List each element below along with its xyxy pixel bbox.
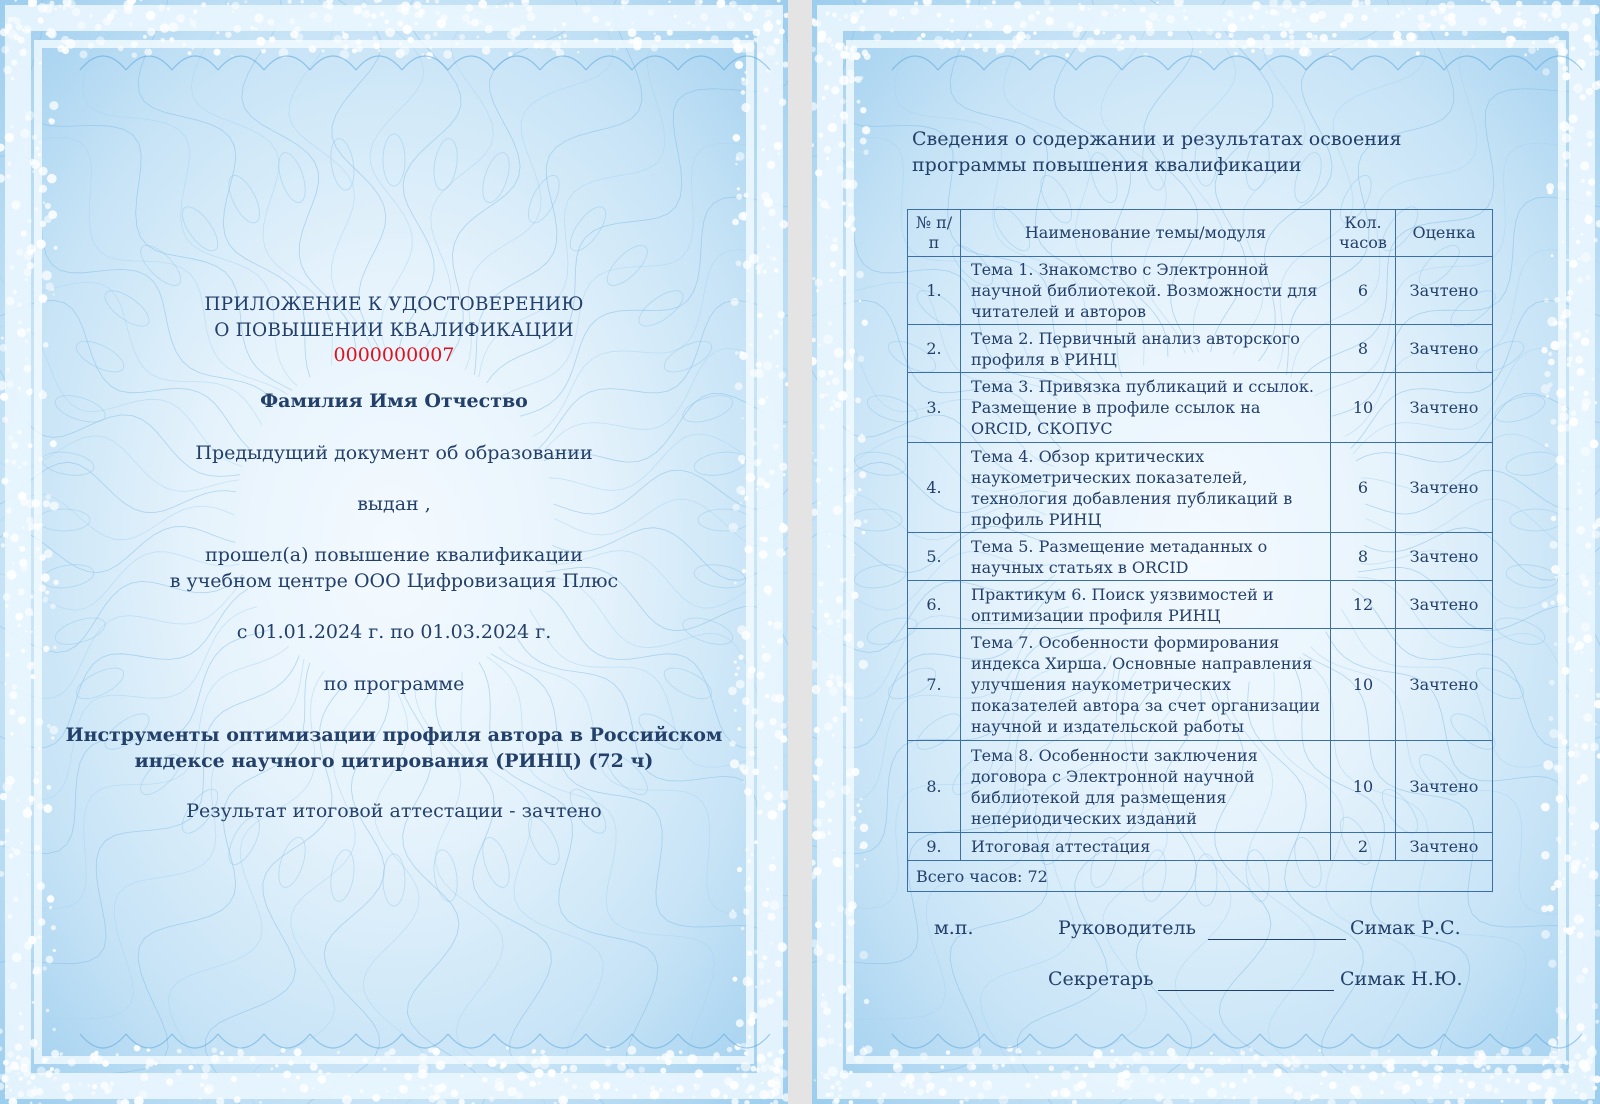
training-period: с 01.01.2024 г. по 01.03.2024 г. bbox=[236, 621, 552, 643]
page-gutter bbox=[788, 0, 812, 1104]
row-hours: 6 bbox=[1331, 257, 1396, 325]
row-topic: Итоговая аттестация bbox=[961, 833, 1331, 861]
row-hours: 2 bbox=[1331, 833, 1396, 861]
certificate-page-left bbox=[0, 0, 788, 1104]
serial-number: 0000000007 bbox=[333, 344, 455, 366]
program-line-2: индексе научного цитирования (РИНЦ) (72 ч) bbox=[134, 750, 654, 772]
program-title bbox=[60, 722, 728, 774]
training-statement bbox=[60, 542, 728, 594]
row-grade: Зачтено bbox=[1396, 533, 1493, 581]
director-name: Симак Р.С. bbox=[1350, 917, 1461, 939]
secretary-name: Симак Н.Ю. bbox=[1340, 968, 1463, 990]
header-topic: Наименование темы/модуля bbox=[961, 210, 1331, 257]
title-line-1: ПРИЛОЖЕНИЕ К УДОСТОВЕРЕНИЮ bbox=[204, 294, 584, 315]
row-topic: Тема 2. Первичный анализ авторского профиля в РИНЦ bbox=[961, 325, 1331, 373]
row-grade: Зачтено bbox=[1396, 741, 1493, 833]
director-label: Руководитель bbox=[1058, 917, 1196, 939]
row-number: 7. bbox=[908, 629, 961, 741]
row-topic: Тема 1. Знакомство с Электронной научной библиотекой. Возможности для читателей и авторов bbox=[961, 257, 1331, 325]
row-grade: Зачтено bbox=[1396, 325, 1493, 373]
row-number: 2. bbox=[908, 325, 961, 373]
row-hours: 8 bbox=[1331, 533, 1396, 581]
previous-document: Предыдущий документ об образовании bbox=[195, 442, 593, 464]
row-topic: Тема 8. Особенности заключения договора с Электронной научной библиотекой для размещения непериодических изданий bbox=[961, 741, 1331, 833]
row-hours: 10 bbox=[1331, 629, 1396, 741]
row-grade: Зачтено bbox=[1396, 257, 1493, 325]
table-header-row bbox=[908, 210, 1493, 257]
table-row bbox=[908, 443, 1493, 533]
director-signature-line bbox=[1208, 939, 1346, 940]
title-line-2: О ПОВЫШЕНИИ КВАЛИФИКАЦИИ bbox=[214, 320, 574, 341]
row-number: 9. bbox=[908, 833, 961, 861]
row-topic: Тема 4. Обзор критических наукометрических показателей, технология добавления публикаций в профиль РИНЦ bbox=[961, 443, 1331, 533]
table-row bbox=[908, 629, 1493, 741]
curriculum-table bbox=[907, 209, 1493, 892]
table-row bbox=[908, 257, 1493, 325]
table-row bbox=[908, 373, 1493, 443]
row-hours: 8 bbox=[1331, 325, 1396, 373]
row-number: 3. bbox=[908, 373, 961, 443]
row-grade: Зачтено bbox=[1396, 833, 1493, 861]
total-hours: Всего часов: 72 bbox=[908, 861, 1493, 892]
table-row bbox=[908, 833, 1493, 861]
row-hours: 6 bbox=[1331, 443, 1396, 533]
row-number: 4. bbox=[908, 443, 961, 533]
row-number: 5. bbox=[908, 533, 961, 581]
row-topic: Практикум 6. Поиск уязвимостей и оптимизации профиля РИНЦ bbox=[961, 581, 1331, 629]
program-line-1: Инструменты оптимизации профиля автора в Российском bbox=[65, 724, 723, 746]
training-line-1: прошел(а) повышение квалификации bbox=[205, 544, 583, 566]
row-topic: Тема 7. Особенности формирования индекса Хирша. Основные направления улучшения наукометрических показателей автора за счет организации научной и издательской работы bbox=[961, 629, 1331, 741]
issued-by: выдан , bbox=[357, 493, 431, 515]
stamp-place: м.п. bbox=[934, 917, 974, 939]
row-grade: Зачтено bbox=[1396, 581, 1493, 629]
row-hours: 10 bbox=[1331, 741, 1396, 833]
table-row bbox=[908, 581, 1493, 629]
row-number: 8. bbox=[908, 741, 961, 833]
table-row bbox=[908, 741, 1493, 833]
certificate-page-right bbox=[812, 0, 1600, 1104]
heading-line-2: программы повышения квалификации bbox=[912, 154, 1302, 176]
program-label: по программе bbox=[323, 673, 465, 695]
header-hours: Кол. часов bbox=[1331, 210, 1396, 257]
row-hours: 10 bbox=[1331, 373, 1396, 443]
row-grade: Зачтено bbox=[1396, 443, 1493, 533]
secretary-signature-line bbox=[1158, 990, 1334, 991]
row-number: 1. bbox=[908, 257, 961, 325]
appendix-title bbox=[94, 292, 694, 344]
table-row bbox=[908, 325, 1493, 373]
table-row bbox=[908, 533, 1493, 581]
row-topic: Тема 5. Размещение метаданных о научных статьях в ORCID bbox=[961, 533, 1331, 581]
final-result: Результат итоговой аттестации - зачтено bbox=[186, 800, 602, 822]
header-num: № п/п bbox=[908, 210, 961, 257]
full-name: Фамилия Имя Отчество bbox=[260, 390, 528, 412]
content-heading bbox=[912, 126, 1532, 178]
row-grade: Зачтено bbox=[1396, 373, 1493, 443]
heading-line-1: Сведения о содержании и результатах освоения bbox=[912, 128, 1402, 150]
table-total-row bbox=[908, 861, 1493, 892]
training-line-2: в учебном центре ООО Цифровизация Плюс bbox=[169, 570, 619, 592]
row-grade: Зачтено bbox=[1396, 629, 1493, 741]
row-hours: 12 bbox=[1331, 581, 1396, 629]
secretary-label: Секретарь bbox=[1048, 968, 1154, 990]
row-topic: Тема 3. Привязка публикаций и ссылок. Размещение в профиле ссылок на ORCID, СКОПУС bbox=[961, 373, 1331, 443]
header-grade: Оценка bbox=[1396, 210, 1493, 257]
row-number: 6. bbox=[908, 581, 961, 629]
